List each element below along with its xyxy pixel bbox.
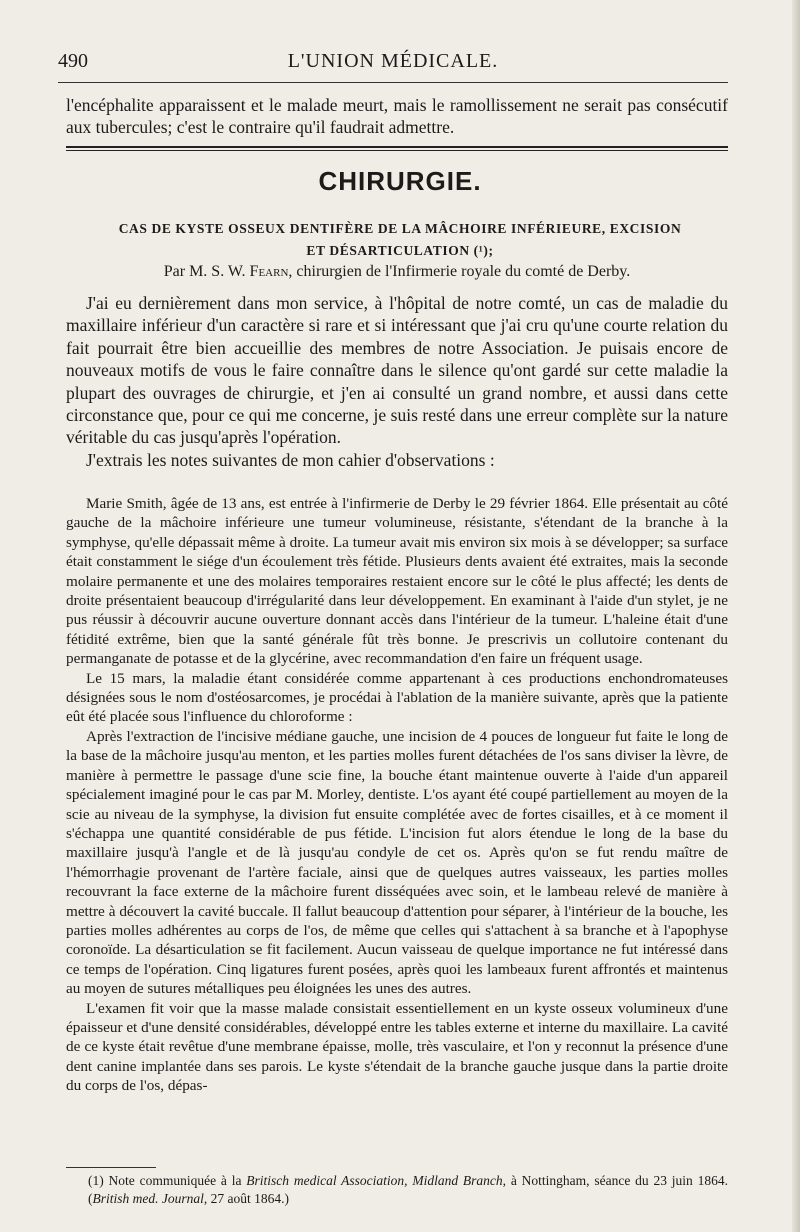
author-byline bbox=[66, 263, 728, 281]
intro-text bbox=[66, 292, 728, 471]
intro-paragraph: J'ai eu dernièrement dans mon service, à l'hôpital de notre comté, un cas de maladie du maxillaire inférieur d'un caractère si rare et si intéressant que j'ai cru qu'une courte relation du fait pourrait être bien accueillie des membres de notre Association. Je puisais encore de nouveaux motifs de vous le faire connaître dans le silence qu'ont gardé sur cette maladie la plupart des ouvrages de chirurgie, et j'en ai consulté un grand nombre, et aussi dans cette circonstance que, pour ce qui me concerne, je suis resté dans une erreur complète sur la nature véritable du cas jusqu'après l'opération. bbox=[66, 293, 728, 448]
byline-prefix: Par M. S. W. bbox=[163, 263, 250, 280]
footnote-prefix: (1) Note communiquée à la bbox=[88, 1173, 247, 1188]
page-number: 490 bbox=[58, 50, 88, 72]
section-title: CHIRURGIE. bbox=[318, 166, 482, 196]
article-title bbox=[70, 218, 730, 262]
page-header bbox=[58, 50, 728, 80]
footnote-journal-2: British med. Journal bbox=[92, 1191, 204, 1206]
header-rule bbox=[58, 82, 728, 83]
case-paragraph: Après l'extraction de l'incisive médiane gauche, une incision de 4 pouces de longueur fut faite le long de la base de la mâchoire jusqu'au menton, et les parties molles furent détachées de l'os sans diviser la lèvre, de manière à permettre le passage d'une scie fine, la bouche étant maintenue ouverte à l'aide d'un appareil spécialement imaginé pour le cas par M. Morley, dentiste. L'os ayant été coupé partiellement au moyen de la scie au niveau de la symphyse, la division fut ensuite complétée avec de fortes cisailles, et à ce moment il s'échappa une quantité considérable de pus fétide. L'incision fut alors étendue le long de la base du maxillaire jusqu'à l'angle et de là jusqu'au condyle de cet os. Après qu'on se fut rendu maître de l'hémorrhagie provenant de l'artère faciale, ainsi que de quelques autres vaisseaux, les parties molles recouvrant la face externe de la mâchoire furent disséquées avec soin, et le lambeau relevé de manière à mettre à découvert la cavité buccale. Il fallut beaucoup d'attention pour séparer, à l'intérieur de la bouche, les parties molles adhérentes au corps de l'os, de même que celles qui s'attachent à sa branche et à l'apophyse coronoïde. La désarticulation se fit facilement. Aucun vaisseau de quelque importance ne fut intéressé dans ce temps de l'opération. Cinq ligatures furent posées, après quoi les lambeaux furent affrontés et maintenus au moyen de sutures métalliques peu éloignées les unes des autres. bbox=[66, 727, 728, 998]
footnote-rule bbox=[66, 1167, 156, 1168]
footnote bbox=[88, 1172, 728, 1208]
case-paragraph: Marie Smith, âgée de 13 ans, est entrée à l'infirmerie de Derby le 29 février 1864. Elle présentait au côté gauche de la mâchoire inférieure une tumeur volumineuse, résistante, s'étendant de la branche à la symphyse, qu'elle dépassait même à droite. La tumeur avait mis environ six mois à se développer; sa surface était constamment le siége d'un écoulement très fétide. Plusieurs dents avaient été extraites, mais la seconde molaire permanente et une des molaires temporaires restaient encore sur le côté le plus affecté; les dents de droite présentaient beaucoup d'irrégularité dans leur développement. En examinant à l'aide d'un stylet, je ne pus réussir à découvrir aucune ouverture donnant accès dans l'intérieur de la tumeur. L'haleine était d'une fétidité extrême, bien que la santé générale fût très bonne. Je prescrivis un collutoire contenant du permanganate de potasse et de la glycérine, avec recommandation d'en faire un fréquent usage. bbox=[66, 495, 728, 668]
article-title-line-1: CAS DE KYSTE OSSEUX DENTIFÈRE DE LA MÂCHOIRE INFÉRIEURE, EXCISION bbox=[118, 221, 682, 236]
running-title: L'UNION MÉDICALE. bbox=[287, 50, 499, 72]
footnote-suffix: , 27 août 1864.) bbox=[203, 1191, 289, 1206]
footnote-middle: , à Nottingham, séance du 23 juin 1864. ( bbox=[88, 1173, 728, 1206]
intro-paragraph: J'extrais les notes suivantes de mon cahier d'observations : bbox=[86, 449, 495, 470]
author-name: Fearn bbox=[249, 263, 289, 280]
case-paragraph: Le 15 mars, la maladie étant considérée comme appartenant à ces productions enchondromateuses désignées sous le nom d'ostéosarcomes, je procédai à l'ablation de la manière suivante, après que la patiente eût été placée sous l'influence du chloroforme : bbox=[66, 669, 728, 726]
case-report-text bbox=[66, 494, 728, 1096]
article-title-line-2: ET DÉSARTICULATION (¹); bbox=[306, 243, 494, 258]
byline-suffix: , chirurgien de l'Infirmerie royale du comté de Derby. bbox=[288, 263, 631, 280]
carry-over-paragraph: l'encéphalite apparaissent et le malade meurt, mais le ramollissement ne serait pas consécutif aux tubercules; c'est le contraire qu'il faudrait admettre. bbox=[66, 95, 728, 137]
footnote-journal-1: Britisch medical Association, Midland Branch bbox=[246, 1173, 503, 1188]
section-separator-rule bbox=[66, 146, 728, 148]
page-edge-shadow bbox=[792, 0, 800, 1232]
section-separator-rule-thin bbox=[66, 150, 728, 151]
case-paragraph: L'examen fit voir que la masse malade consistait essentiellement en un kyste osseux volumineux d'une épaisseur et d'une densité considérables, développé entre les tables externe et interne du maxillaire. La cavité de ce kyste était revêtue d'une membrane épaisse, molle, très vasculaire, et l'on y reconnut la présence d'une dent canine implantée dans ses parois. Le kyste s'étendait de la branche gauche jusque dans la partie droite du corps de l'os, dépas- bbox=[66, 999, 728, 1095]
